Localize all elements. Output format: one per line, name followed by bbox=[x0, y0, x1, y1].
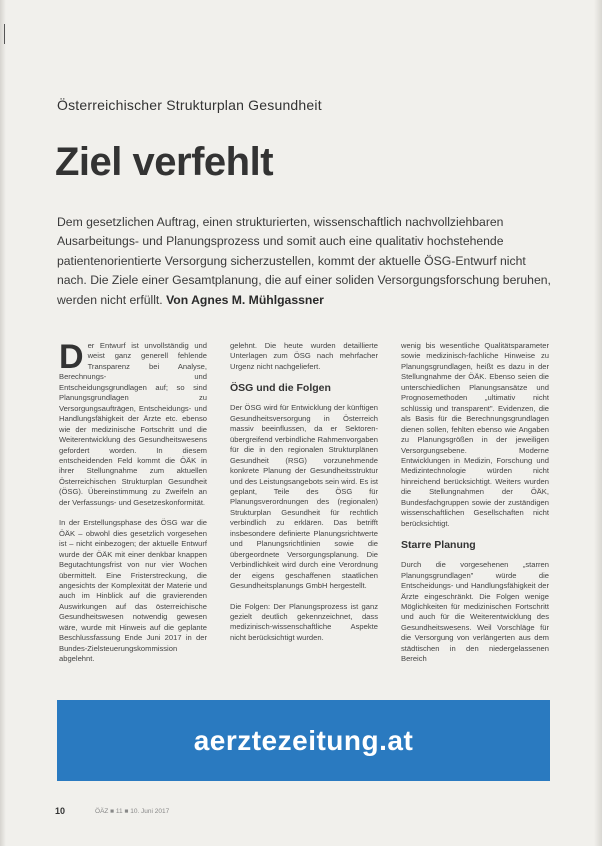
page-right-edge bbox=[594, 0, 602, 846]
text-column-1 bbox=[59, 341, 207, 684]
paragraph: gelehnt. Die heute wurden detaillierte Unterlagen zum ÖSG nach mehrfacher Urgenz nicht nachgeliefert. bbox=[230, 341, 378, 371]
paragraph bbox=[59, 341, 207, 508]
paragraph-text: er Entwurf ist unvollständig und weist ganz generell fehlende Transparenz bei Analyse, Berechnungs- und Entscheidungsgrundlagen auf; so sind Planungsgrundlagen zu Versorgungsaufträgen, Entscheidungs- und Handlungsfähigkeit der Ärzte etc. ebenso wie der medizinische Fortschritt und die Weiterentwicklung des Gesundheitswesens gefordert worden. In diesem entscheidenden Feld kommt die ÖÄK in ihrer Stellungnahme zum aktuellen Österreichischen Strukturplan Gesundheit (ÖSG). Übereinstimmung zu Zweifeln an der Verfassungs- und Gesetzeskonformität. bbox=[59, 341, 207, 507]
paragraph: Der ÖSG wird für Entwicklung der künftigen Gesundheitsversorgung in Österreich massiv beeinflussen, da er Sektoren-übergreifend verbindliche Rahmenvorgaben für die in den regionalen Strukturplänen Gesundheit (RSG) vorzunehmende konkrete Planung der Gesundheitsstruktur und des Leistungsangebots sein wird. Es ist geplant, Teile des ÖSG für Planungsverordnungen des (regionalen) Strukturplan Gesundheit für rechtlich verbindlich zu erklären. Das betrifft insbesondere definierte Planungsrichtwerte und Planungsrichtlinien sowie die übergeordnete Versorgungsplanung. Die Verbindlichkeit wird durch eine Verordnung der eigens geschaffenen staatlichen Gesundheitsplanungs GmbH hergestellt. bbox=[230, 403, 378, 591]
scan-mark bbox=[4, 24, 5, 44]
lead-text: Dem gesetzlichen Auftrag, einen strukturierten, wissenschaftlich nachvollziehbaren Ausarbeitungs- und Planungsprozess und somit auch eine qualitativ hochstehende patientenorientierte Versorgung sicherzustellen, kommt der aktuelle ÖSG-Entwurf nicht nach. Die Ziele einer Gesamtplanung, die auf einer soliden Versorgungsforschung beruhen, werden nicht erfüllt. bbox=[57, 215, 551, 307]
banner-text: aerztezeitung.at bbox=[193, 724, 414, 756]
paragraph: Durch die vorgesehenen „starren Planungsgrundlagen" würde die Entscheidungs- und Handlungsfähigkeit der Ärzte eingeschränkt. Die Folgen wenige Möglichkeiten für medizinischen Fortschritt und auch für die Weiterentwicklung des Gesundheitswesens. Weil Vorschläge für die Versorgung von verlängerten aus dem städtischen in den niedergelassenen Bereich bbox=[401, 560, 549, 664]
drop-cap: D bbox=[59, 341, 84, 376]
paragraph: In der Erstellungsphase des ÖSG war die ÖÄK – obwohl dies gesetzlich vorgesehen ist – nicht einbezogen; der aktuelle Entwurf wurde der ÖÄK mit einer denkbar knappen Begutachtungsfrist von nur vier Wochen übermittelt. Eine Fristerstreckung, die angesichts der Komplexität der Materie und auch im Hinblick auf die gravierenden Auswirkungen auf das österreichische Gesundheitswesen notwendig gewesen wäre, wurde mit Hinweis auf die geplante Beschlussfassung Ende Juni 2017 in der Bundes-Zielsteuerungskommission abgelehnt. bbox=[59, 518, 207, 664]
author-byline: Von Agnes M. Mühlgassner bbox=[166, 292, 324, 307]
website-banner[interactable] bbox=[57, 700, 550, 781]
article-headline: Ziel verfehlt bbox=[55, 140, 274, 184]
text-column-2 bbox=[230, 341, 378, 684]
section-heading: Starre Planung bbox=[401, 539, 476, 552]
paragraph: wenig bis wesentliche Qualitätsparameter sowie medizinisch-fachliche Hinweise zu Planungsgrundlagen, heißt es dazu in der Stellungnahme der ÖÄK. Ebenso seien die unterschiedlichen Planungsansätze und Prognosemethoden „ultimativ nicht schlüssig und transparent". Evidenzen, die als Basis für die Berechnungsgrundlagen dienen sollen, fehlten ebenso wie Angaben zu Planungsgrößen in der jeweiligen Versorgungsebene. Moderne Entwicklungen in Medizin, Forschung und Medizintechnologie würden nicht hinreichend berücksichtigt. Weiters wurden die Stellungnahmen der ÖÄK, Bundesfachgruppen sowie der zuständigen wissenschaftlichen Gesellschaften nicht berücksichtigt. bbox=[401, 341, 549, 528]
paragraph: Die Folgen: Der Planungsprozess ist ganz gezielt deutlich gekennzeichnet, dass medizinisch-wissenschaftliche Aspekte nicht berücksichtigt wurden. bbox=[230, 601, 378, 642]
page-left-edge bbox=[0, 0, 6, 846]
page-number: 10 bbox=[55, 806, 66, 816]
article-lead bbox=[57, 213, 557, 310]
section-heading: ÖSG und die Folgen bbox=[230, 382, 331, 395]
article-supertitle: Österreichischer Strukturplan Gesundheit bbox=[57, 97, 322, 113]
page-footer bbox=[55, 806, 355, 816]
issue-info: ÖÄZ ■ 11 ■ 10. Juni 2017 bbox=[95, 807, 170, 815]
text-column-3 bbox=[401, 341, 549, 684]
